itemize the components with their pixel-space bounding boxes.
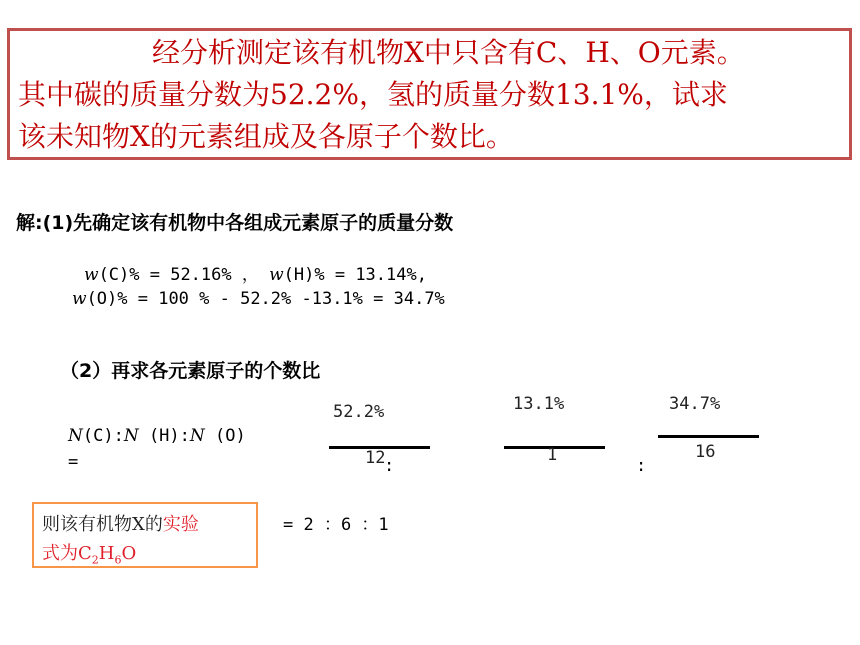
fraction-2-numerator: 13.1% [513, 394, 565, 414]
fraction-3-numerator: 34.7% [669, 394, 721, 414]
eq2-rest: (O)% = 100 % - 52.2% -13.1% = 34.7% [86, 289, 445, 309]
ratio-label [68, 426, 246, 446]
ratio-part: (C): [82, 426, 124, 446]
empirical-line-2 [42, 539, 136, 567]
colon-2: : [636, 456, 647, 476]
empirical-line-1 [42, 510, 199, 536]
n-symbol: N [189, 426, 205, 446]
ratio-part: (O) [204, 426, 246, 446]
fraction-1-numerator: 52.2% [333, 402, 385, 422]
empirical-highlight: 实验 [162, 514, 199, 535]
empirical-highlight: 式为C [42, 543, 92, 564]
oxygen-symbol: O [121, 543, 137, 564]
problem-line-2: 其中碳的质量分数为52.2%，氢的质量分数13.1%，试求 [18, 78, 728, 111]
n-symbol: N [68, 426, 83, 446]
problem-line-3: 该未知物X的元素组成及各原子个数比。 [18, 120, 514, 153]
solution-step-2: （2）再求各元素原子的个数比 [60, 360, 321, 382]
fraction-3-bar [658, 435, 759, 438]
w-symbol: w [269, 265, 284, 285]
ratio-equals: = [68, 452, 79, 472]
hydrogen-symbol: H [98, 543, 115, 564]
n-symbol: N [123, 426, 139, 446]
fraction-1-denominator: 12 [365, 448, 386, 468]
fraction-3-denominator: 16 [695, 442, 716, 462]
subscript-hydrogen: 6 [114, 553, 122, 567]
equation-line-1 [84, 260, 427, 285]
colon-1: : [384, 456, 395, 476]
eq1-part-b: (H)% = 13.14%, [283, 265, 427, 285]
equation-line-2 [72, 289, 445, 309]
w-symbol: w [84, 265, 99, 285]
w-symbol: w [72, 289, 87, 309]
fraction-2-denominator: 1 [547, 445, 558, 465]
problem-line-1: 经分析测定该有机物X中只含有C、H、O元素。 [152, 36, 745, 69]
empirical-text: 则该有机物X的 [42, 514, 163, 535]
eq1-part-a: (C)% = 52.16% ， [98, 265, 259, 285]
empirical-formula-box [32, 502, 258, 568]
solution-step-1: 解:(1)先确定该有机物中各组成元素原子的质量分数 [16, 212, 454, 234]
ratio-result: = 2 ：6 ：1 [283, 515, 389, 535]
ratio-part: (H): [138, 426, 190, 446]
subscript-carbon: 2 [91, 553, 99, 567]
problem-box [7, 28, 852, 160]
